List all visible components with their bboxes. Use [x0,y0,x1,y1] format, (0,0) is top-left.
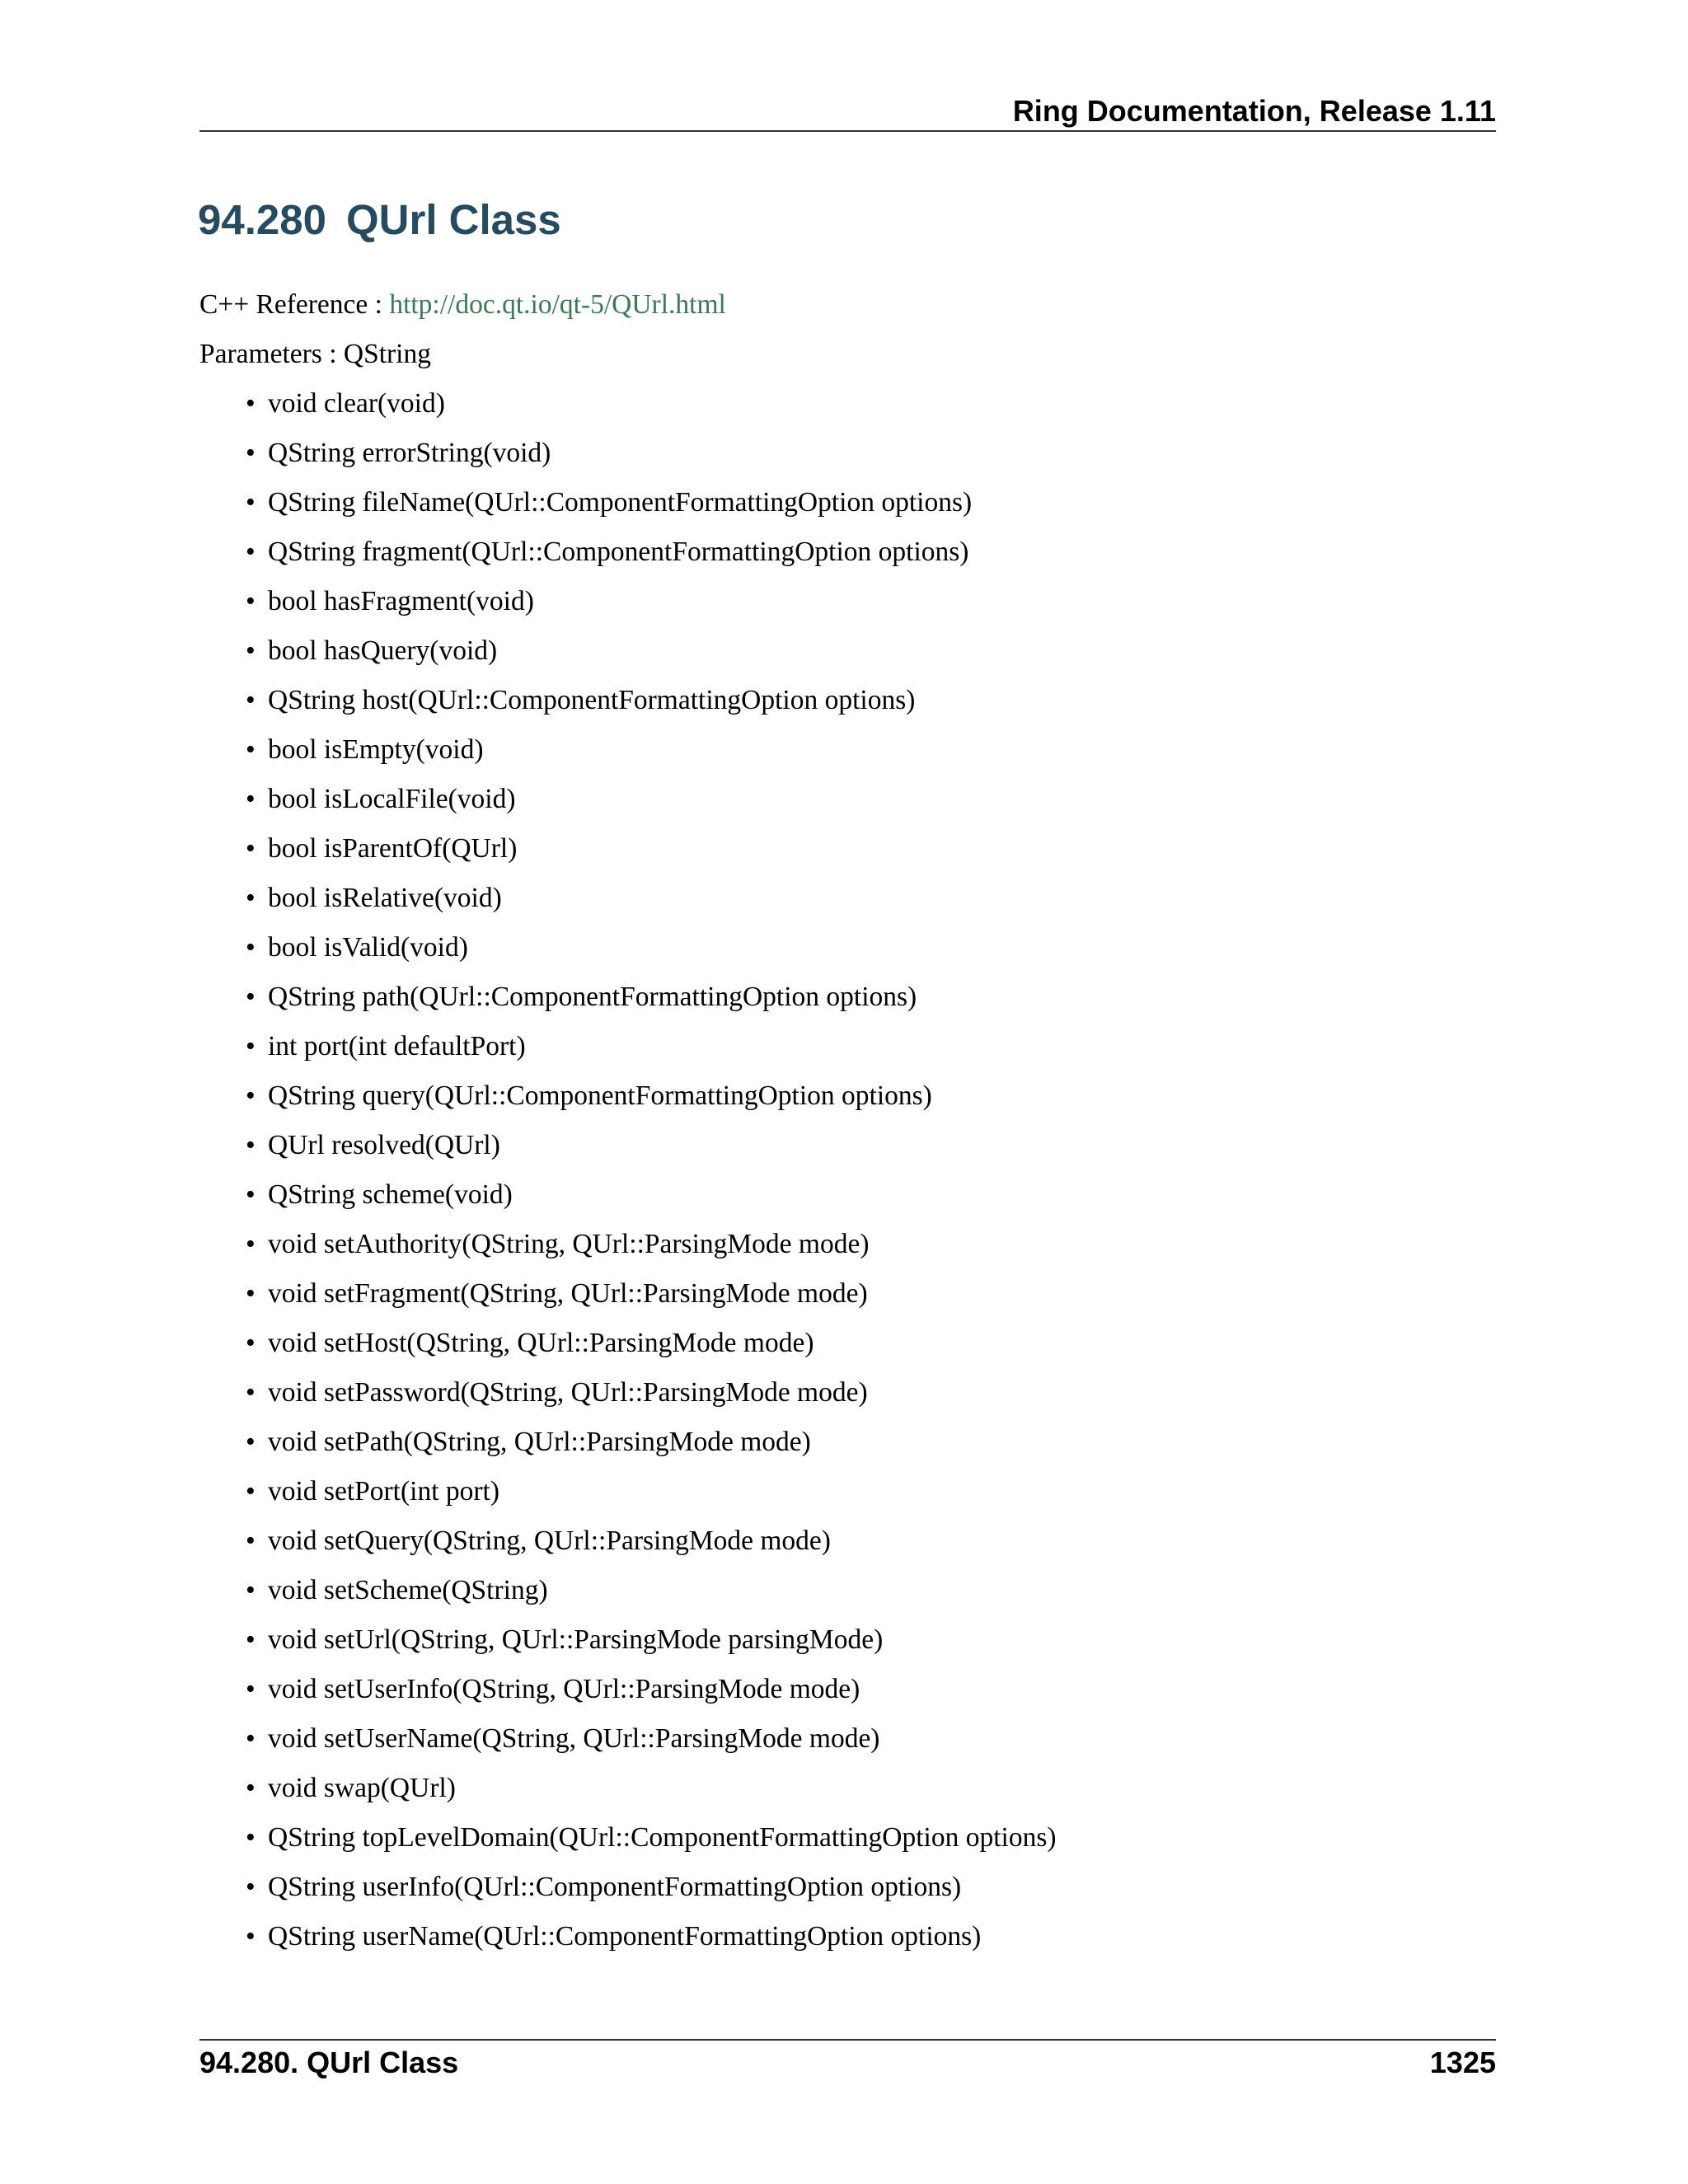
method-list-item [199,1470,1496,1520]
bullet-icon: • [246,1526,256,1556]
method-list-item [199,877,1496,926]
bullet-icon: • [246,734,256,765]
method-list-item [199,1223,1496,1272]
bullet-icon: • [246,833,256,864]
method-list-item [199,1025,1496,1075]
method-list-item [199,1272,1496,1322]
method-list-item [199,630,1496,679]
reference-line [199,284,1496,333]
method-list-item [199,729,1496,778]
bullet-icon: • [246,586,256,616]
method-signature: int port(int defaultPort) [268,1031,526,1062]
bullet-icon: • [246,635,256,666]
bullet-icon: • [246,1031,256,1062]
bullet-icon: • [246,1377,256,1408]
footer-rule [199,2039,1496,2041]
bullet-icon: • [246,1822,256,1853]
method-list-item [199,1322,1496,1371]
method-signature: bool isValid(void) [268,932,468,963]
method-list-item [199,1075,1496,1124]
method-signature: void setScheme(QString) [268,1575,548,1605]
bullet-icon: • [246,1674,256,1704]
method-signature: void clear(void) [268,388,445,419]
method-signature: bool hasQuery(void) [268,635,498,666]
method-list-item [199,1866,1496,1915]
method-signature: bool isEmpty(void) [268,734,484,765]
section-number: 94.280 [198,196,326,243]
method-signature: QString userName(QUrl::ComponentFormattingOption options) [268,1921,982,1952]
method-signature: bool isParentOf(QUrl) [268,833,518,864]
method-list-item [199,1915,1496,1965]
bullet-icon: • [246,1179,256,1210]
method-list-item [199,976,1496,1025]
method-signature: QString fragment(QUrl::ComponentFormattingOption options) [268,537,969,567]
method-list-item [199,481,1496,531]
method-list-item [199,1174,1496,1223]
bullet-icon: • [246,1229,256,1259]
method-list-item [199,432,1496,481]
section-title [198,191,561,249]
method-signature: void setPort(int port) [268,1476,500,1507]
method-signature: void setQuery(QString, QUrl::ParsingMode mode) [268,1526,831,1556]
method-list-item [199,1371,1496,1421]
method-list-item [199,382,1496,432]
method-signature: bool isLocalFile(void) [268,784,516,814]
method-signature: void setPath(QString, QUrl::ParsingMode mode) [268,1427,811,1457]
method-signature: bool hasFragment(void) [268,586,534,616]
bullet-icon: • [246,1328,256,1358]
bullet-icon: • [246,1921,256,1952]
method-signature: QString errorString(void) [268,438,551,468]
bullet-icon: • [246,1773,256,1803]
method-signature: QString query(QUrl::ComponentFormattingOption options) [268,1080,932,1111]
bullet-icon: • [246,1476,256,1507]
bullet-icon: • [246,685,256,715]
bullet-icon: • [246,784,256,814]
section-title-text: QUrl Class [346,196,561,243]
method-list-item [199,679,1496,729]
bullet-icon: • [246,438,256,468]
bullet-icon: • [246,1575,256,1605]
method-signature: void setAuthority(QString, QUrl::ParsingMode mode) [268,1229,870,1259]
method-list-item [199,580,1496,630]
reference-link[interactable]: http://doc.qt.io/qt-5/QUrl.html [389,289,726,320]
method-list [199,382,1496,1965]
bullet-icon: • [246,982,256,1012]
bullet-icon: • [246,388,256,419]
reference-label: C++ Reference : [199,289,390,320]
footer-section-label: 94.280. QUrl Class [199,2046,459,2079]
method-list-item [199,778,1496,827]
section-content [199,284,1496,1965]
method-signature: void setUserName(QString, QUrl::ParsingMode mode) [268,1723,880,1754]
bullet-icon: • [246,883,256,913]
page-footer [199,2044,1496,2082]
method-signature: QString fileName(QUrl::ComponentFormattingOption options) [268,487,973,518]
method-signature: bool isRelative(void) [268,883,502,913]
method-signature: QString host(QUrl::ComponentFormattingOption options) [268,685,916,715]
method-list-item [199,1668,1496,1718]
method-list-item [199,1619,1496,1668]
method-list-item [199,1569,1496,1619]
bullet-icon: • [246,1080,256,1111]
method-signature: void swap(QUrl) [268,1773,456,1803]
method-list-item [199,926,1496,976]
bullet-icon: • [246,1278,256,1309]
bullet-icon: • [246,537,256,567]
bullet-icon: • [246,1872,256,1902]
method-signature: QString userInfo(QUrl::ComponentFormattingOption options) [268,1872,962,1902]
method-signature: QUrl resolved(QUrl) [268,1130,500,1160]
method-list-item [199,1520,1496,1569]
method-signature: QString path(QUrl::ComponentFormattingOption options) [268,982,917,1012]
method-list-item [199,1124,1496,1174]
bullet-icon: • [246,1130,256,1160]
method-list-item [199,1421,1496,1470]
method-list-item [199,531,1496,580]
parameters-line: Parameters : QString [199,339,431,369]
method-list-item [199,827,1496,877]
method-signature: QString scheme(void) [268,1179,513,1210]
running-header: Ring Documentation, Release 1.11 [199,92,1496,132]
footer-page-number: 1325 [1429,2046,1496,2079]
bullet-icon: • [246,487,256,518]
method-signature: void setUserInfo(QString, QUrl::ParsingMode mode) [268,1674,860,1704]
method-list-item [199,1718,1496,1767]
bullet-icon: • [246,1723,256,1754]
method-signature: void setPassword(QString, QUrl::ParsingMode mode) [268,1377,868,1408]
method-signature: void setUrl(QString, QUrl::ParsingMode parsingMode) [268,1624,884,1655]
method-signature: QString topLevelDomain(QUrl::ComponentFormattingOption options) [268,1822,1057,1853]
method-signature: void setHost(QString, QUrl::ParsingMode mode) [268,1328,814,1358]
bullet-icon: • [246,1624,256,1655]
bullet-icon: • [246,932,256,963]
method-signature: void setFragment(QString, QUrl::ParsingMode mode) [268,1278,868,1309]
method-list-item [199,1767,1496,1816]
bullet-icon: • [246,1427,256,1457]
method-list-item [199,1816,1496,1866]
